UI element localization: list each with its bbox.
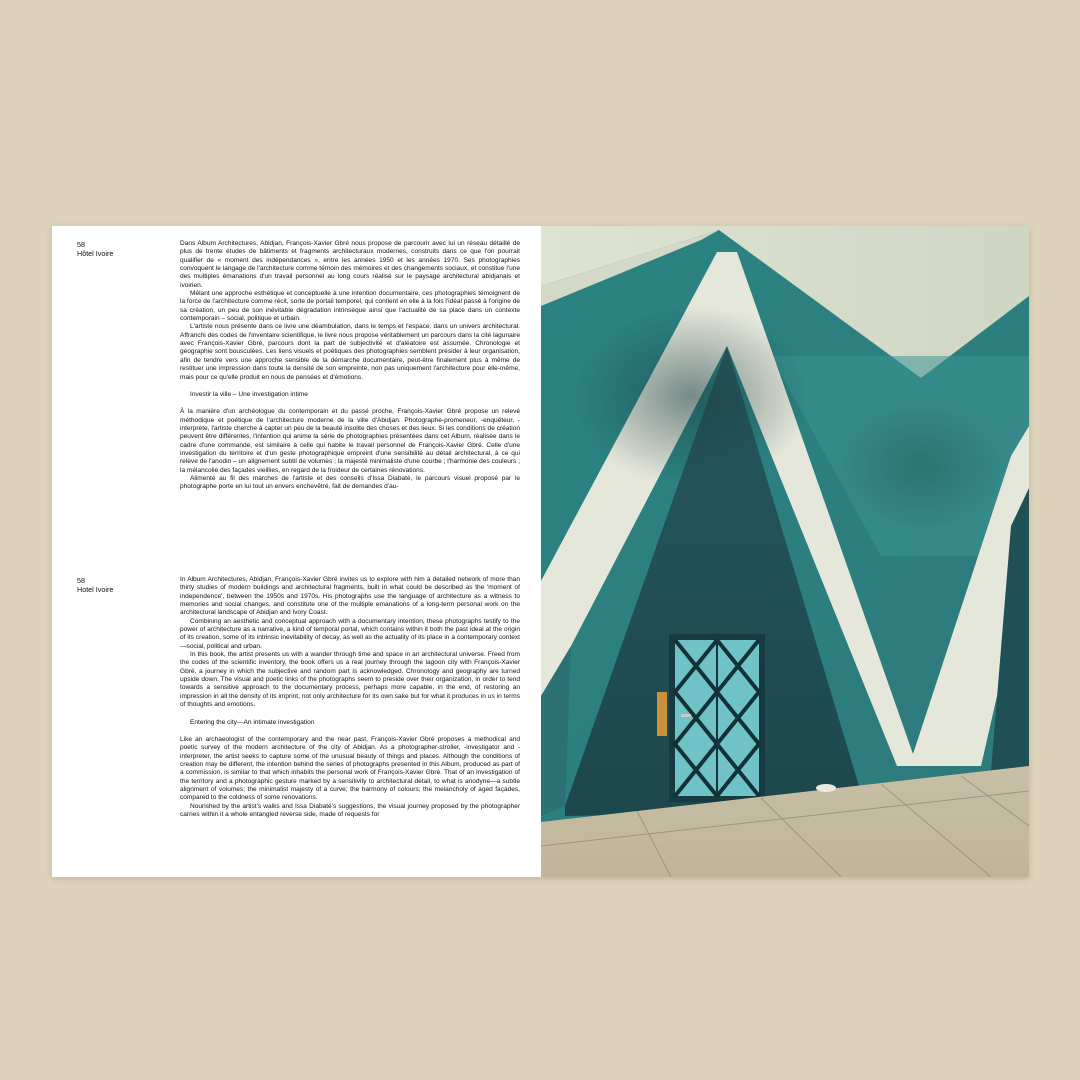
paragraph: In Album Architectures, Abidjan, François-Xavier Gbré invites us to explore with him a detailed network of more than thirty studies of modern buildings and architectural fragments, built in what could be described as the 'moment of independence', between the 1950s and 1970s. His photographs use the language of architecture as a witness to memories and social changes, and constitute one of the multiple emanations of a long-term personal work on the architectural landscape of Abidjan and Ivory Coast. [180,576,520,617]
subheading: Entering the city—An intimate investigation [190,718,315,726]
foliage-shadow [831,396,1011,536]
folio-english [77,576,157,594]
paragraph: Nourished by the artist's walks and Issa Diabaté's suggestions, the visual journey proposed by the photographer carries within it a whole entangled reverse side, made of requests for [180,802,520,818]
paragraph: Combining an aesthetic and conceptual approach with a documentary intention, these photographs testify to the power of architecture as a narrative, a kind of temporal portal, which contains within it both the past ideal at the origin of its creation, some of its intrinsic inevitability of decay, as well as the actuality of its place in a contemporary context—social, political and urban. [180,617,520,650]
foliage-shadow [571,306,811,486]
french-text-column [180,240,520,492]
text-page [52,226,541,877]
photo-page [541,226,1029,877]
section-name: Hôtel Ivoire [77,249,114,258]
folio-french [77,240,157,258]
paragraph: Mêlant une approche esthétique et conceptuelle à une intention documentaire, ces photographies témoignent de la force de l'architecture comme récit, sorte de portail temporel, qui contient en elle à la fois l'idéal passé à l'origine de sa création, un peu de son inévitable dégradation intrinsèque ainsi que l'actualité de sa place dans un contexte contemporain – social, politique et urbain. [180,290,521,323]
debris [816,784,836,792]
book-spread [52,226,1029,877]
paragraph: Alimenté au fil des marches de l'artiste et des conseils d'Issa Diabaté, le parcours visuel proposé par le photographe porte en lui tout un envers enchevêtré, fait de demandes d'au- [180,474,520,491]
section-name: Hotel Ivoire [77,585,114,594]
english-text-column [180,576,520,819]
page-number: 58 [77,576,85,585]
building-photograph [541,226,1029,877]
paragraph: Dans Album Architectures, Abidjan, François-Xavier Gbré nous propose de parcourir avec lui un réseau détaillé de plus de trente études de bâtiments et fragments architecturaux modernes, construits dans ce que l'on pourrait qualifier de « moment des indépendances », entre les années 1950 et les années 1970. Ses photographies convoquent le langage de l'architecture comme témoin des mémoires et des changements sociaux, et constitue l'une des multiples émanations d'un travail personnel au long cours réalisé sur le paysage architectural abidjanais et ivoirien. [180,240,520,289]
subheading: Investir la ville – Une investigation intime [190,390,308,398]
paragraph: Like an archaeologist of the contemporary and the near past, François-Xavier Gbré proposes a methodical and poetic survey of the modern architecture of the city of Abidjan. As a photographer-stroller, -investigator and -interpreter, the artist seeks to capture some of the unusual beauty of things and places. Although the conditions of creation may be different, the intention behind the series of photographs presented in this Album, produced as part of a commission, is similar to that which inhabits the personal work of François-Xavier Gbré. That of an investigation of the territory and a photographic gesture marked by a sensitivity to architectural detail, to what is anodyne—a subtle alignment of volumes; the minimalist majesty of a curve; the harmony of colours; the melancholy of aged façades, compared to the coldness of some renovations. [180,735,520,802]
paragraph: À la manière d'un archéologue du contemporain et du passé proche, François-Xavier Gbré propose un relevé méthodique et poétique de l'architecture moderne de la ville d'Abidjan. Photographe-promeneur, -enquêteur, -interprète, l'artiste cherche à capter un peu de la beauté insolite des choses et des lieux. Si les conditions de création peuvent être différentes, l'intention qui anime la série de photographies présentées dans cet Album, réalisée dans le cadre d'une commande, est similaire à celle qui habite le travail personnel de François-Xavier Gbré. Celle d'une investigation du territoire et d'un geste photographique empreint d'une sensibilité au détail architectural, à ce qui relève de l'anodin – un alignement subtil de volumes ; la majesté minimaliste d'une courbe ; l'harmonie des couleurs ; la mélancolie des façades vieillies, en regard de la froideur de certaines rénovations. [180,408,520,474]
rust-patch [657,692,667,736]
paragraph: L'artiste nous présente dans ce livre une déambulation, dans le temps et l'espace, dans un univers architectural. Affranchi des codes de l'inventaire scientifique, le livre nous propose véritablement un parcours dans la cité lagunaire avec François-Xavier Gbré, parcours dont la part de subjectivité et d'aléatoire est assumée. Chronologie et géographie sont bousculées. Les liens visuels et poétiques des photographies semblent présider à leur organisation, afin de tendre vers une approche sensible de la démarche documentaire, peut-être finalement plus à même de restituer une impression dans toute la densité de son empreinte, non pas uniquement l'architecture pour elle-même, mais pour ce qu'elle produit en nous de pensées et d'émotions. [180,323,520,381]
page-number: 58 [77,240,85,249]
paragraph: In this book, the artist presents us with a wander through time and space in an architectural universe. Freed from the codes of the scientific inventory, the book offers us a real journey through the lagoon city with François-Xavier Gbré, a journey in which the subjective and random part is acknowledged. Chronology and geography are turned upside down. The visual and poetic links of the photographs seem to preside over their organization, in order to tend towards a sensitive approach to the documentary process, perhaps more capable, in the end, of restoring an impression in all the density of its imprint, not only architecture for its own sake but for what it produces in us in terms of thoughts and emotions. [180,651,520,709]
door-handle [681,714,691,717]
